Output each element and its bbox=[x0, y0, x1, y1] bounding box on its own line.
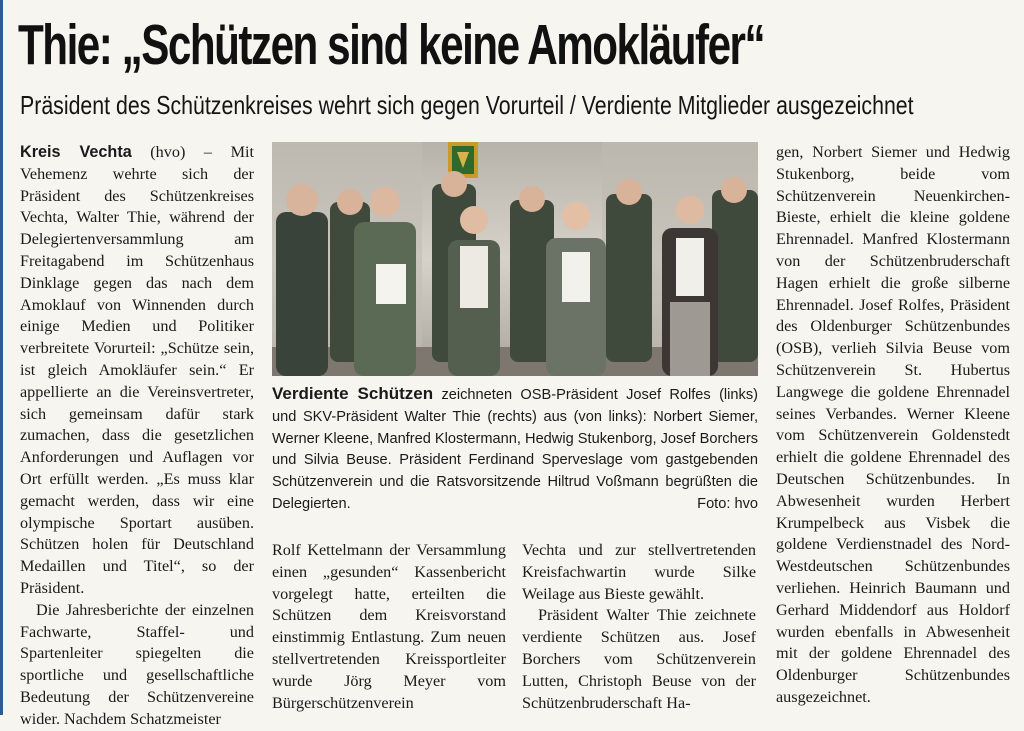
paragraph: Präsident Walter Thie zeichnete verdiente Schützen aus. Josef Borchers vom Schützenverein Lutten, Christoph Beuse von der Schützenbruderschaft Ha- bbox=[522, 606, 756, 712]
article-column-1 bbox=[20, 142, 254, 731]
photo-caption bbox=[272, 383, 758, 516]
paragraph: gen, Norbert Siemer und Hedwig Stukenborg, beide vom Schützenverein Neuenkirchen-Bieste, erhielt die kleine goldene Ehrennadel. Manfred Klostermann von der Schützenbruderschaft Hagen erhielt die große silberne Ehrennadel. Josef Rolfes, Präsident des Oldenburger Schützenbundes (OSB), verlieh Silvia Beuse vom Schützenverein St. Hubertus Langwege die goldene Ehrennadel seines Verbandes. Werner Kleene vom Schützenverein Goldenstedt erhielt die goldene Ehrennadel des Deutschen Schützenbundes. In Abwesenheit wurden Herbert Krumpelbeck aus Visbek die goldene Verdienstnadel des Nord-Westdeutschen Schützenbundes verliehen. Heinrich Baumann und Gerhard Middendorf aus Holdorf wurden ebenfalls in Abwesenheit mit der goldene Ehrennadel des Oldenburger Schützenbundes ausgezeichnet. bbox=[776, 143, 1010, 706]
paragraph: Die Jahresberichte der einzelnen Fachwarte, Staffel- und Spartenleiter spiegelten die sportliche und gesellschaftliche Bedeutung der Schützenvereine wider. Nachdem Schatzmeister bbox=[20, 600, 254, 728]
photo-credit: Foto: hvo bbox=[697, 495, 758, 512]
caption-title: Verdiente Schützen bbox=[272, 384, 434, 403]
paragraph-text: (hvo) – Mit Vehemenz wehrte sich der Präsident des Schützenkreises Vechta, Walter Thie, während der Delegiertenversammlung am Freitagabend im Schützenhaus Dinklage gegen das nach dem Amoklauf von Winnenden durch einige Medien und Politiker verbreitete Vorurteil: „Schütze sein, ist gleich Amokläufer sein.“ Er appellierte an die Vereinsvertreter, sich gemeinsam dafür stark zumachen, dass die gesetzlichen Anforderungen und Auflagen vor Ort erfüllt werden. „Es muss klar gemacht werden, dass wir eine olympische Sportart ausüben. Schützen holen für Deutschland Medaillen und Titel“, so der Präsident. bbox=[20, 143, 254, 597]
headline: Thie: „Schützen sind keine Amokläufer“ bbox=[18, 13, 765, 77]
paragraph: Vechta und zur stellvertretenden Kreisfachwartin wurde Silke Weilage aus Bieste gewählt. bbox=[522, 541, 756, 603]
dateline: Kreis Vechta bbox=[20, 143, 132, 161]
page-edge bbox=[0, 0, 3, 715]
news-photo bbox=[272, 142, 758, 376]
paragraph: Rolf Kettelmann der Versammlung einen „gesunden“ Kassenbericht vorgelegt hatte, erteilten die Schützen dem Kreisvorstand einstimmig Entlastung. Zum neuen stellvertretenden Kreissportleiter wurde Jörg Meyer vom Bürgerschützenverein bbox=[272, 541, 506, 712]
subheadline: Präsident des Schützenkreises wehrt sich gegen Vorurteil / Verdiente Mitglieder ausgezeichnet bbox=[20, 90, 914, 120]
article-column-3 bbox=[522, 540, 756, 714]
caption-text: zeichneten OSB-Präsident Josef Rolfes (links) und SKV-Präsident Walter Thie (rechts) aus (von links): Norbert Siemer, Werner Kleene, Manfred Klostermann, Hedwig Stukenborg, Josef Borchers und Silvia Beuse. Präsident Ferdinand Sperveslage vom gastgebenden Schützenverein und die Ratsvorsitzende Hiltrud Voßmann begrüßten die Delegierten. bbox=[272, 387, 758, 512]
article-column-2 bbox=[272, 540, 506, 714]
group-photo-illustration bbox=[272, 142, 758, 376]
paragraph bbox=[20, 142, 254, 600]
article-column-4 bbox=[776, 142, 1010, 709]
